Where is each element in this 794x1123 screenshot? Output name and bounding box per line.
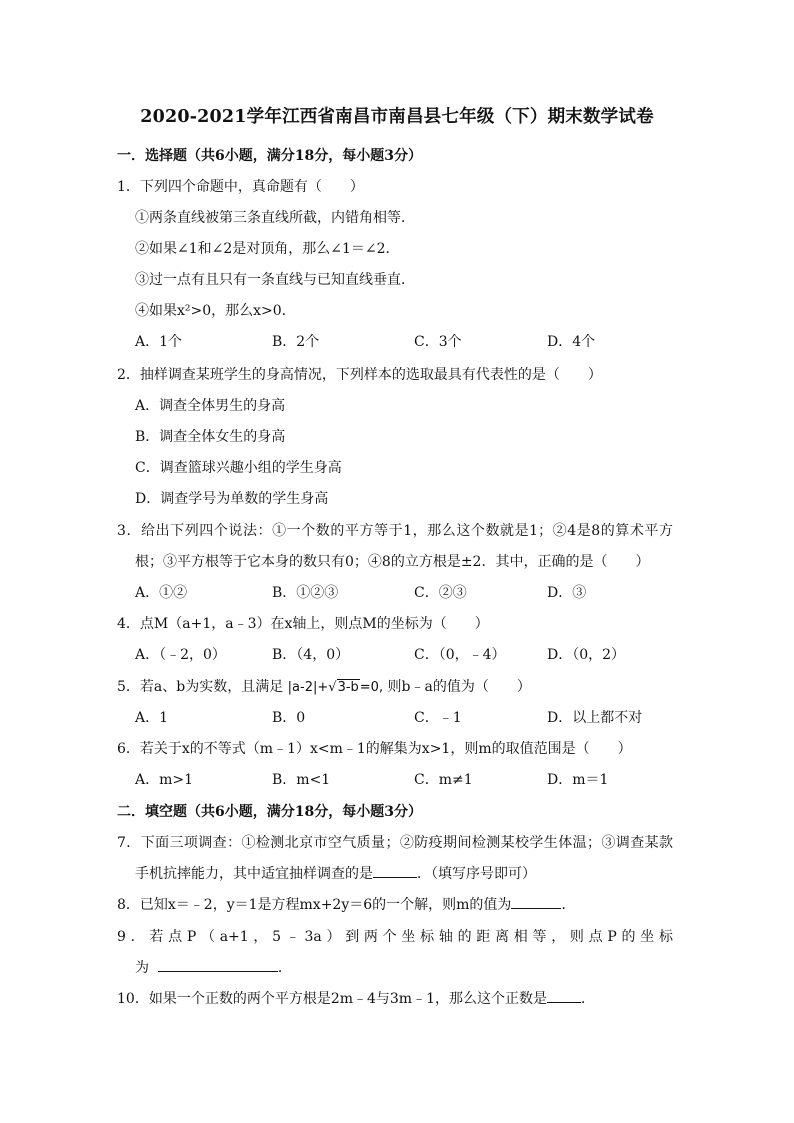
page-title: 2020-2021学年江西省南昌市南昌县七年级（下）期末数学试卷 [140,107,654,127]
question-1-stem: 1．下列四个命题中，真命题有（ ） [117,179,364,195]
sqrt-radicand: 3-b [337,680,359,695]
option-a: A．m>1 [135,772,194,788]
period: ． [277,960,292,976]
question-9-text: 为 [135,960,149,976]
question-4-stem: 4．点M（a+1，a﹣3）在x轴上，则点M的坐标为（ ） [117,616,489,632]
answer-blank[interactable] [547,989,581,1003]
option-d: D．4个 [547,334,596,350]
option-c: C．②③ [414,585,467,601]
question-7-text: 手机抗摔能力，其中适宜抽样调查的是 [135,866,373,882]
option-a: A．1 [135,710,169,726]
question-2-option-c: C．调查篮球兴趣小组的学生身高 [135,460,342,476]
question-1-statement-3: ③过一点有且只有一条直线与已知直线垂直． [135,272,415,288]
question-3-line-2: 根；③平方根等于它本身的数只有0；④8的立方根是±2．其中，正确的是（ ） [135,554,650,570]
option-b: B．①②③ [272,585,339,601]
question-8-text: 8．已知x＝﹣2，y＝1是方程mx+2y＝6的一个解，则m的值为 [117,897,512,913]
answer-blank[interactable] [373,864,417,878]
section-heading-fill-in: 二．填空题（共6小题，满分18分，每小题3分） [117,804,422,820]
option-b: B．0 [272,710,306,726]
option-d: D．（0，2） [547,647,626,663]
question-8 [117,894,575,914]
period: ． [581,991,595,1007]
answer-blank[interactable] [158,958,278,972]
question-7-line-2 [135,863,536,883]
option-d: D．以上都不对 [547,710,643,726]
option-a: A．①② [135,585,188,601]
question-2-option-d: D．调查学号为单数的学生身高 [135,491,329,507]
question-5-prefix: 5．若a、b为实数，且满足 [117,679,284,695]
question-2-stem: 2．抽样调查某班学生的身高情况，下列样本的选取最具有代表性的是（ ） [117,367,602,383]
abs-expression: |a-2|+ [287,680,329,695]
question-5-stem [117,676,531,696]
question-10-text: 10．如果一个正数的两个平方根是2m﹣4与3m﹣1，那么这个正数是 [117,991,547,1007]
option-c: C．（0，﹣4） [414,647,506,663]
option-b: B．m<1 [272,772,331,788]
option-b: B．（4，0） [272,647,350,663]
question-1-statement-1: ①两条直线被第三条直线所截，内错角相等． [135,210,415,226]
question-9-line-1: 9．若点P（a+1，5﹣3a）到两个坐标轴的距离相等，则点P的坐标 [117,929,673,945]
option-c: C．m≠1 [414,772,473,788]
option-a: A．（﹣2，0） [135,647,226,663]
option-c: C．﹣1 [414,710,462,726]
option-b: B．2个 [272,334,320,350]
option-d: D．m＝1 [547,772,609,788]
question-1-statement-2: ②如果∠1和∠2是对顶角，那么∠1＝∠2． [135,241,400,257]
question-3-line-1: 3．给出下列四个说法：①一个数的平方等于1，那么这个数就是1；②4是8的算术平方 [117,523,673,539]
option-a: A．1个 [135,334,183,350]
equals-zero: =0, [359,680,384,695]
question-9-line-2 [135,957,292,977]
option-c: C．3个 [414,334,462,350]
option-d: D．③ [547,585,587,601]
question-7-hint: ．（填写序号即可） [417,866,536,882]
sqrt-symbol: √ [328,680,337,695]
question-5-suffix: 则b﹣a的值为（ ） [387,679,531,695]
question-7-line-1: 7．下面三项调查：①检测北京市空气质量；②防疫期间检测某校学生体温；③调查某款 [117,835,673,851]
section-heading-choice: 一．选择题（共6小题，满分18分，每小题3分） [117,148,422,164]
question-6-stem: 6．若关于x的不等式（m﹣1）x<m﹣1的解集为x>1，则m的取值范围是（ ） [117,741,632,757]
question-1-statement-4: ④如果x²>0，那么x>0． [135,303,296,319]
period: ． [561,897,576,913]
answer-blank[interactable] [511,895,561,909]
question-2-option-a: A．调查全体男生的身高 [135,398,286,414]
question-2-option-b: B．调查全体女生的身高 [135,429,286,445]
question-10 [117,988,595,1008]
